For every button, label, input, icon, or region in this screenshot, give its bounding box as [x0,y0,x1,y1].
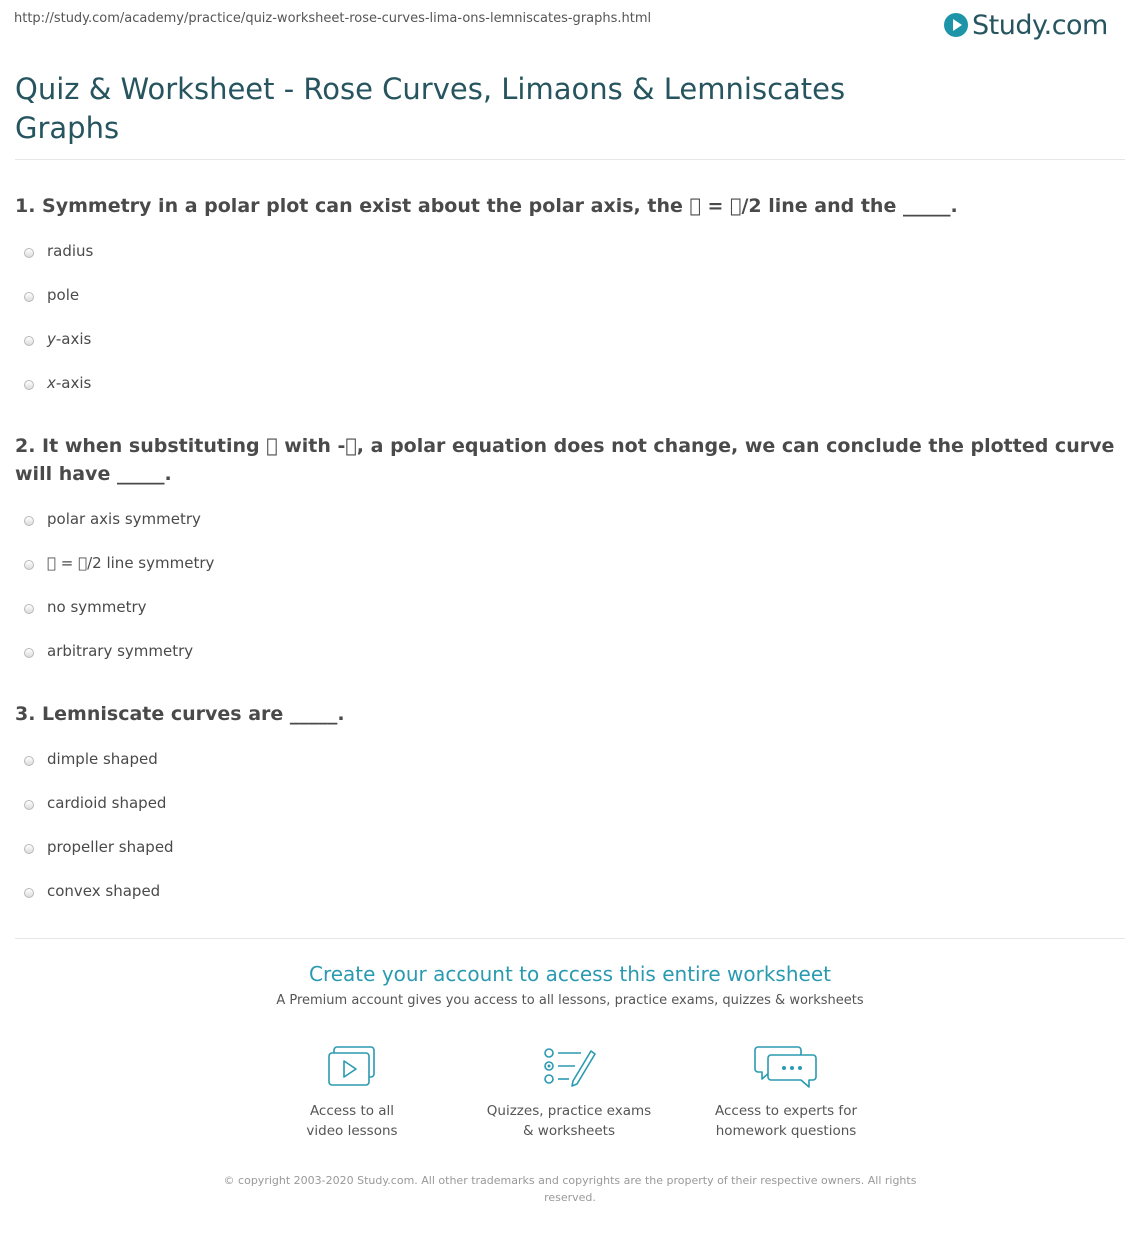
study-logo[interactable] [944,7,1108,43]
feature-video-lessons [252,1045,452,1141]
question-2 [15,432,1125,678]
radio-button[interactable] [24,380,34,390]
radio-button[interactable] [24,336,34,346]
radio-button[interactable] [24,516,34,526]
answer-options [15,742,1125,918]
answer-option[interactable] [15,590,1125,634]
feature-line: homework questions [715,1123,857,1139]
option-suffix: -axis [55,374,92,392]
option-label: propeller shaped [47,838,174,856]
option-label: convex shaped [47,882,161,900]
radio-button[interactable] [24,648,34,658]
feature-line: video lessons [306,1123,398,1139]
question-text: 1. Symmetry in a polar plot can exist about the polar axis, the   =  /2 line and the _____. [15,195,958,217]
option-label: polar axis symmetry [47,510,201,528]
option-variable: x [47,374,56,392]
radio-button[interactable] [24,248,34,258]
feature-quizzes [469,1045,669,1141]
question-1 [15,192,1125,410]
answer-options [15,234,1125,410]
feature-experts [686,1045,886,1141]
create-account-link[interactable]: Create your account to access this entire worksheet [309,962,831,986]
feature-label [267,1101,437,1141]
option-suffix: -axis [55,330,92,348]
answer-option[interactable] [15,874,1125,918]
answer-option[interactable] [15,830,1125,874]
radio-button[interactable] [24,560,34,570]
feature-label [701,1101,871,1141]
radio-button[interactable] [24,844,34,854]
answer-options [15,502,1125,678]
feature-line: & worksheets [522,1123,615,1139]
copyright-text: © copyright 2003-2020 Study.com. All other trademarks and copyrights are the property of their respective owners. All rights reserved. [223,1174,917,1204]
answer-option[interactable] [15,502,1125,546]
cta-subtitle: A Premium account gives you access to all lessons, practice exams, quizzes & worksheets [276,993,864,1008]
answer-option[interactable] [15,546,1125,590]
answer-option[interactable] [15,278,1125,322]
answer-option[interactable] [15,786,1125,830]
radio-button[interactable] [24,604,34,614]
title-divider [15,159,1125,160]
option-label: dimple shaped [47,750,158,768]
play-circle-icon [944,13,968,37]
option-label: arbitrary symmetry [47,642,194,660]
top-bar [0,0,1140,48]
answer-option[interactable] [15,322,1125,366]
feature-line: Access to experts for [714,1103,857,1119]
radio-button[interactable] [24,292,34,302]
option-label [47,374,91,392]
quiz-checklist-icon [541,1045,597,1089]
video-lessons-icon [326,1045,378,1089]
option-label [47,330,91,348]
feature-line: Access to all [309,1103,395,1119]
option-label:   =  /2 line symmetry [47,554,215,572]
option-label: cardioid shaped [47,794,167,812]
radio-button[interactable] [24,756,34,766]
radio-button[interactable] [24,888,34,898]
logo-text: Study.com [972,9,1108,41]
question-text: 3. Lemniscate curves are _____. [15,703,345,725]
feature-line: Quizzes, practice exams [486,1103,652,1119]
option-label: radius [47,242,94,260]
answer-option[interactable] [15,366,1125,410]
option-label: no symmetry [47,598,147,616]
feature-label [484,1101,654,1141]
answer-option[interactable] [15,234,1125,278]
question-3 [15,700,1125,918]
cta-divider [15,938,1125,939]
option-variable: y [47,330,56,348]
question-text: 2. It when substituting   with - , a polar equation does not change, we can conclude the plotted curve will have _____. [15,435,1115,485]
page-title: Quiz & Worksheet - Rose Curves, Limaons & Lemniscates Graphs [15,72,846,145]
option-label: pole [47,286,80,304]
chat-bubbles-icon [754,1045,818,1089]
page-url: http://study.com/academy/practice/quiz-worksheet-rose-curves-lima-ons-lemniscates-graphs.html [14,11,652,26]
radio-button[interactable] [24,800,34,810]
answer-option[interactable] [15,742,1125,786]
answer-option[interactable] [15,634,1125,678]
